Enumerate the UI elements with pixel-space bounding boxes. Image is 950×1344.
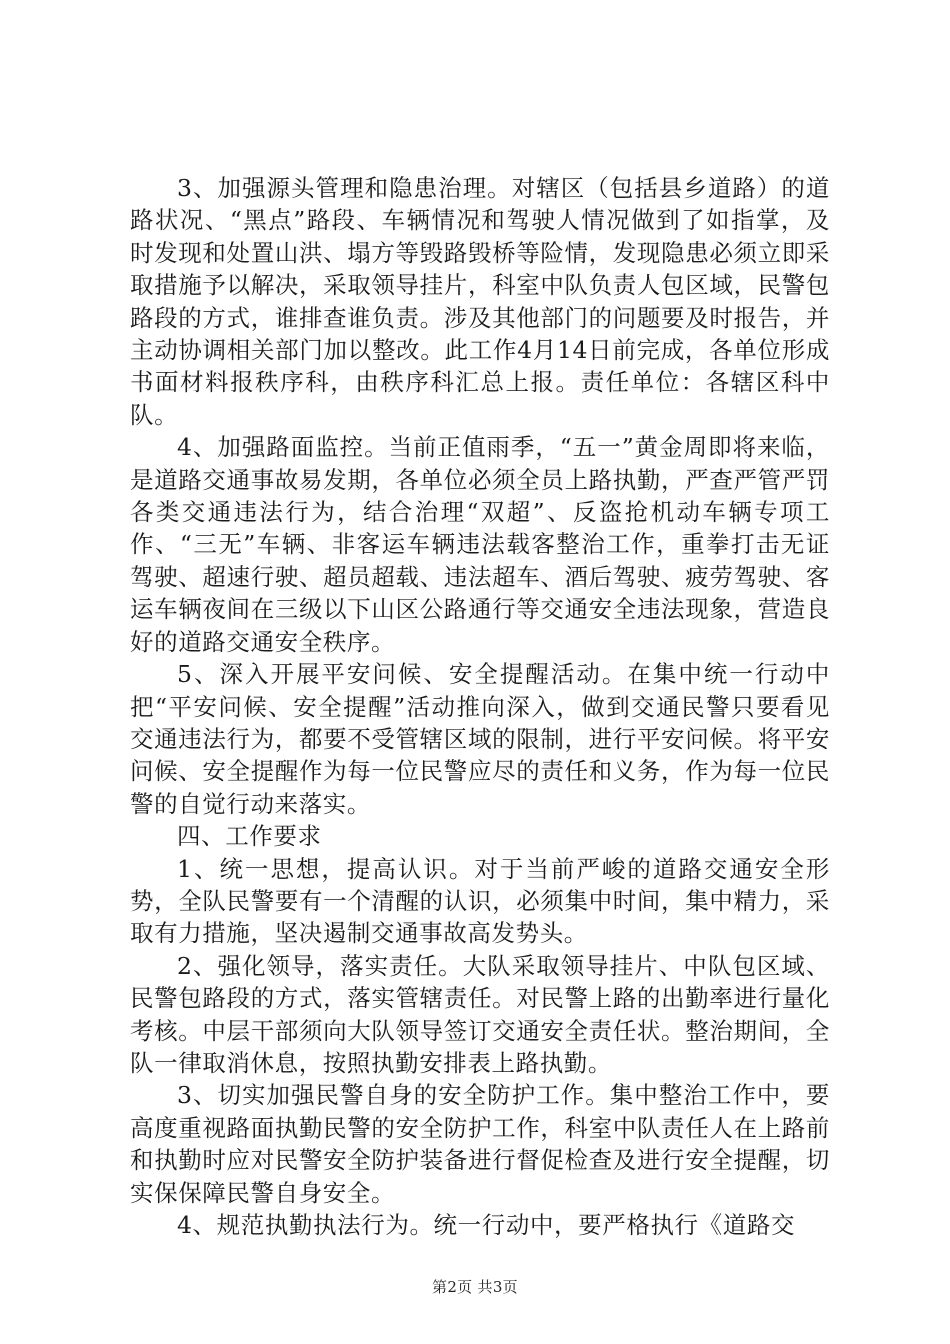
requirement-strengthen-leadership: 2、强化领导，落实责任。大队采取领导挂片、中队包区域、民警包路段的方式，落实管辖责任。对民警上路的出勤率进行量化考核。中层干部须向大队领导签订交通安全责任状。整治期间，全队一律取消休息，按照执勤安排表上路执勤。 <box>130 951 830 1077</box>
page-number-footer: 第2页 共3页 <box>432 1278 518 1296</box>
requirement-unify-thinking: 1、统一思想，提高认识。对于当前严峻的道路交通安全形势，全队民警要有一个清醒的认识，必须集中时间，集中精力，采取有力措施，坚决遏制交通事故高发势头。 <box>130 854 830 948</box>
paragraph-road-monitoring: 4、加强路面监控。当前正值雨季，“五一”黄金周即将来临，是道路交通事故易发期，各单位必须全员上路执勤，严查严管严罚各类交通违法行为，结合治理“双超”、反盗抢机动车辆专项工作、“三无”车辆、非客运车辆违法载客整治工作，重拳打击无证驾驶、超速行驶、超员超载、违法超车、酒后驾驶、疲劳驾驶、客运车辆夜间在三级以下山区公路通行等交通安全违法现象，营造良好的道路交通安全秩序。 <box>130 433 830 656</box>
document-body <box>130 172 830 1241</box>
paragraph-safety-greeting: 5、深入开展平安问候、安全提醒活动。在集中统一行动中把“平安问候、安全提醒”活动推向深入，做到交通民警只要看见交通违法行为，都要不受管辖区域的限制，进行平安问候。将平安问候、安全提醒作为每一位民警应尽的责任和义务，作为每一位民警的自觉行动来落实。 <box>130 660 830 818</box>
requirement-standardize-enforcement: 4、规范执勤执法行为。统一行动中，要严格执行《道路交 <box>177 1211 796 1239</box>
section-heading-work-requirements: 四、工作要求 <box>177 822 322 851</box>
requirement-officer-safety: 3、切实加强民警自身的安全防护工作。集中整治工作中，要高度重视路面执勤民警的安全防护工作，科室中队责任人在上路前和执勤时应对民警安全防护装备进行督促检查及进行安全提醒，切实保保障民警自身安全。 <box>130 1081 830 1207</box>
paragraph-source-management: 3、加强源头管理和隐患治理。对辖区（包括县乡道路）的道路状况、“黑点”路段、车辆情况和驾驶人情况做到了如指掌，及时发现和处置山洪、塌方等毁路毁桥等险情，发现隐患必须立即采取措施予以解决，采取领导挂片，科室中队负责人包区域，民警包路段的方式，谁排查谁负责。涉及其他部门的问题要及时报告，并主动协调相关部门加以整改。此工作4月14日前完成，各单位形成书面材料报秩序科，由秩序科汇总上报。责任单位：各辖区科中队。 <box>130 174 830 429</box>
